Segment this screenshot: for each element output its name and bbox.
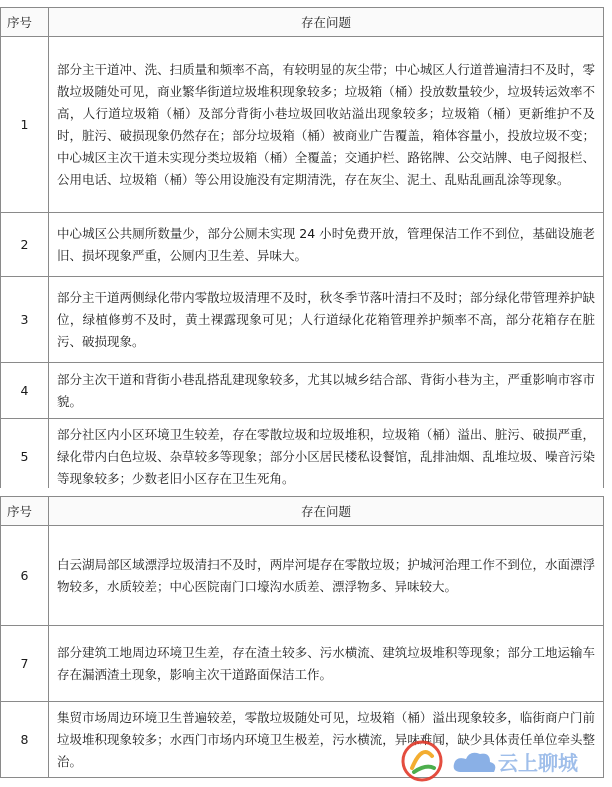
header-seq: 序号 [1, 497, 49, 526]
row-number: 4 [1, 363, 49, 419]
table-row [1, 526, 604, 626]
table-row [1, 37, 604, 213]
issues-table-2 [0, 496, 604, 778]
row-number: 3 [1, 277, 49, 363]
watermark-text: 云上聊城 [498, 751, 578, 775]
row-issue-text: 部分主干道两侧绿化带内零散垃圾清理不及时，秋冬季节落叶清扫不及时；部分绿化带管理养护缺位，绿植修剪不及时，黄土裸露现象可见；人行道绿化花箱管理养护频率不高，部分花箱存在脏污、破损现象。 [49, 277, 604, 363]
row-number: 8 [1, 702, 49, 778]
row-number: 5 [1, 419, 49, 495]
row-issue-text: 中心城区公共厕所数量少，部分公厕未实现 24 小时免费开放，管理保洁工作不到位，基础设施老旧、损坏现象严重，公厕内卫生差、异味大。 [49, 213, 604, 277]
table-row [1, 702, 604, 778]
table-row [1, 277, 604, 363]
table-header-row [1, 8, 604, 37]
row-number: 1 [1, 37, 49, 213]
row-number: 7 [1, 626, 49, 702]
row-issue-text: 部分主干道冲、洗、扫质量和频率不高，有较明显的灰尘带；中心城区人行道普遍清扫不及时，零散垃圾随处可见，商业繁华街道垃圾堆积现象较多；垃圾箱（桶）投放数量较少，垃圾转运效率不高，人行道垃圾箱（桶）及部分背街小巷垃圾回收站溢出现象较多；垃圾箱（桶）更新维护不及时，脏污、破损现象仍然存在；部分垃圾箱（桶）被商业广告覆盖，箱体容量小，投放垃圾不变；中心城区主次干道未实现分类垃圾箱（桶）全覆盖；交通护栏、路铭牌、公交站牌、电子阅报栏、公用电话、垃圾箱（桶）等公用设施没有定期清洗，存在灰尘、泥土、乱贴乱画乱涂等现象。 [49, 37, 604, 213]
row-number: 2 [1, 213, 49, 277]
header-issue: 存在问题 [49, 497, 604, 526]
header-issue: 存在问题 [49, 8, 604, 37]
row-issue-text: 集贸市场周边环境卫生普遍较差，零散垃圾随处可见，垃圾箱（桶）溢出现象较多，临街商户门前垃圾堆积现象较多；水西门市场内环境卫生极差，污水横流，异味难闻，缺少具体责任单位牵头整治。 [49, 702, 604, 778]
row-issue-text: 部分主次干道和背街小巷乱搭乱建现象较多，尤其以城乡结合部、背街小巷为主，严重影响市容市貌。 [49, 363, 604, 419]
row-issue-text: 部分建筑工地周边环境卫生差，存在渣土较多、污水横流、建筑垃圾堆积等现象；部分工地运输车存在漏洒渣土现象，影响主次干道路面保洁工作。 [49, 626, 604, 702]
row-issue-text: 白云湖局部区域漂浮垃圾清扫不及时，两岸河堤存在零散垃圾；护城河治理工作不到位，水面漂浮物较多，水质较差；中心医院南门口壕沟水质差、漂浮物多、异味较大。 [49, 526, 604, 626]
table-row [1, 363, 604, 419]
table-row [1, 626, 604, 702]
table-row [1, 213, 604, 277]
row-number: 6 [1, 526, 49, 626]
row-issue-text: 部分社区内小区环境卫生较差，存在零散垃圾和垃圾堆积，垃圾箱（桶）溢出、脏污、破损严重，绿化带内白色垃圾、杂草较多等现象；部分小区居民楼私设餐馆，乱排油烟、乱堆垃圾、噪音污染等现象较多；少数老旧小区存在卫生死角。 [49, 419, 604, 495]
header-seq: 序号 [1, 8, 49, 37]
issues-table-1 [0, 7, 604, 495]
table-row [1, 419, 604, 495]
table-gap [0, 488, 612, 496]
table-header-row [1, 497, 604, 526]
